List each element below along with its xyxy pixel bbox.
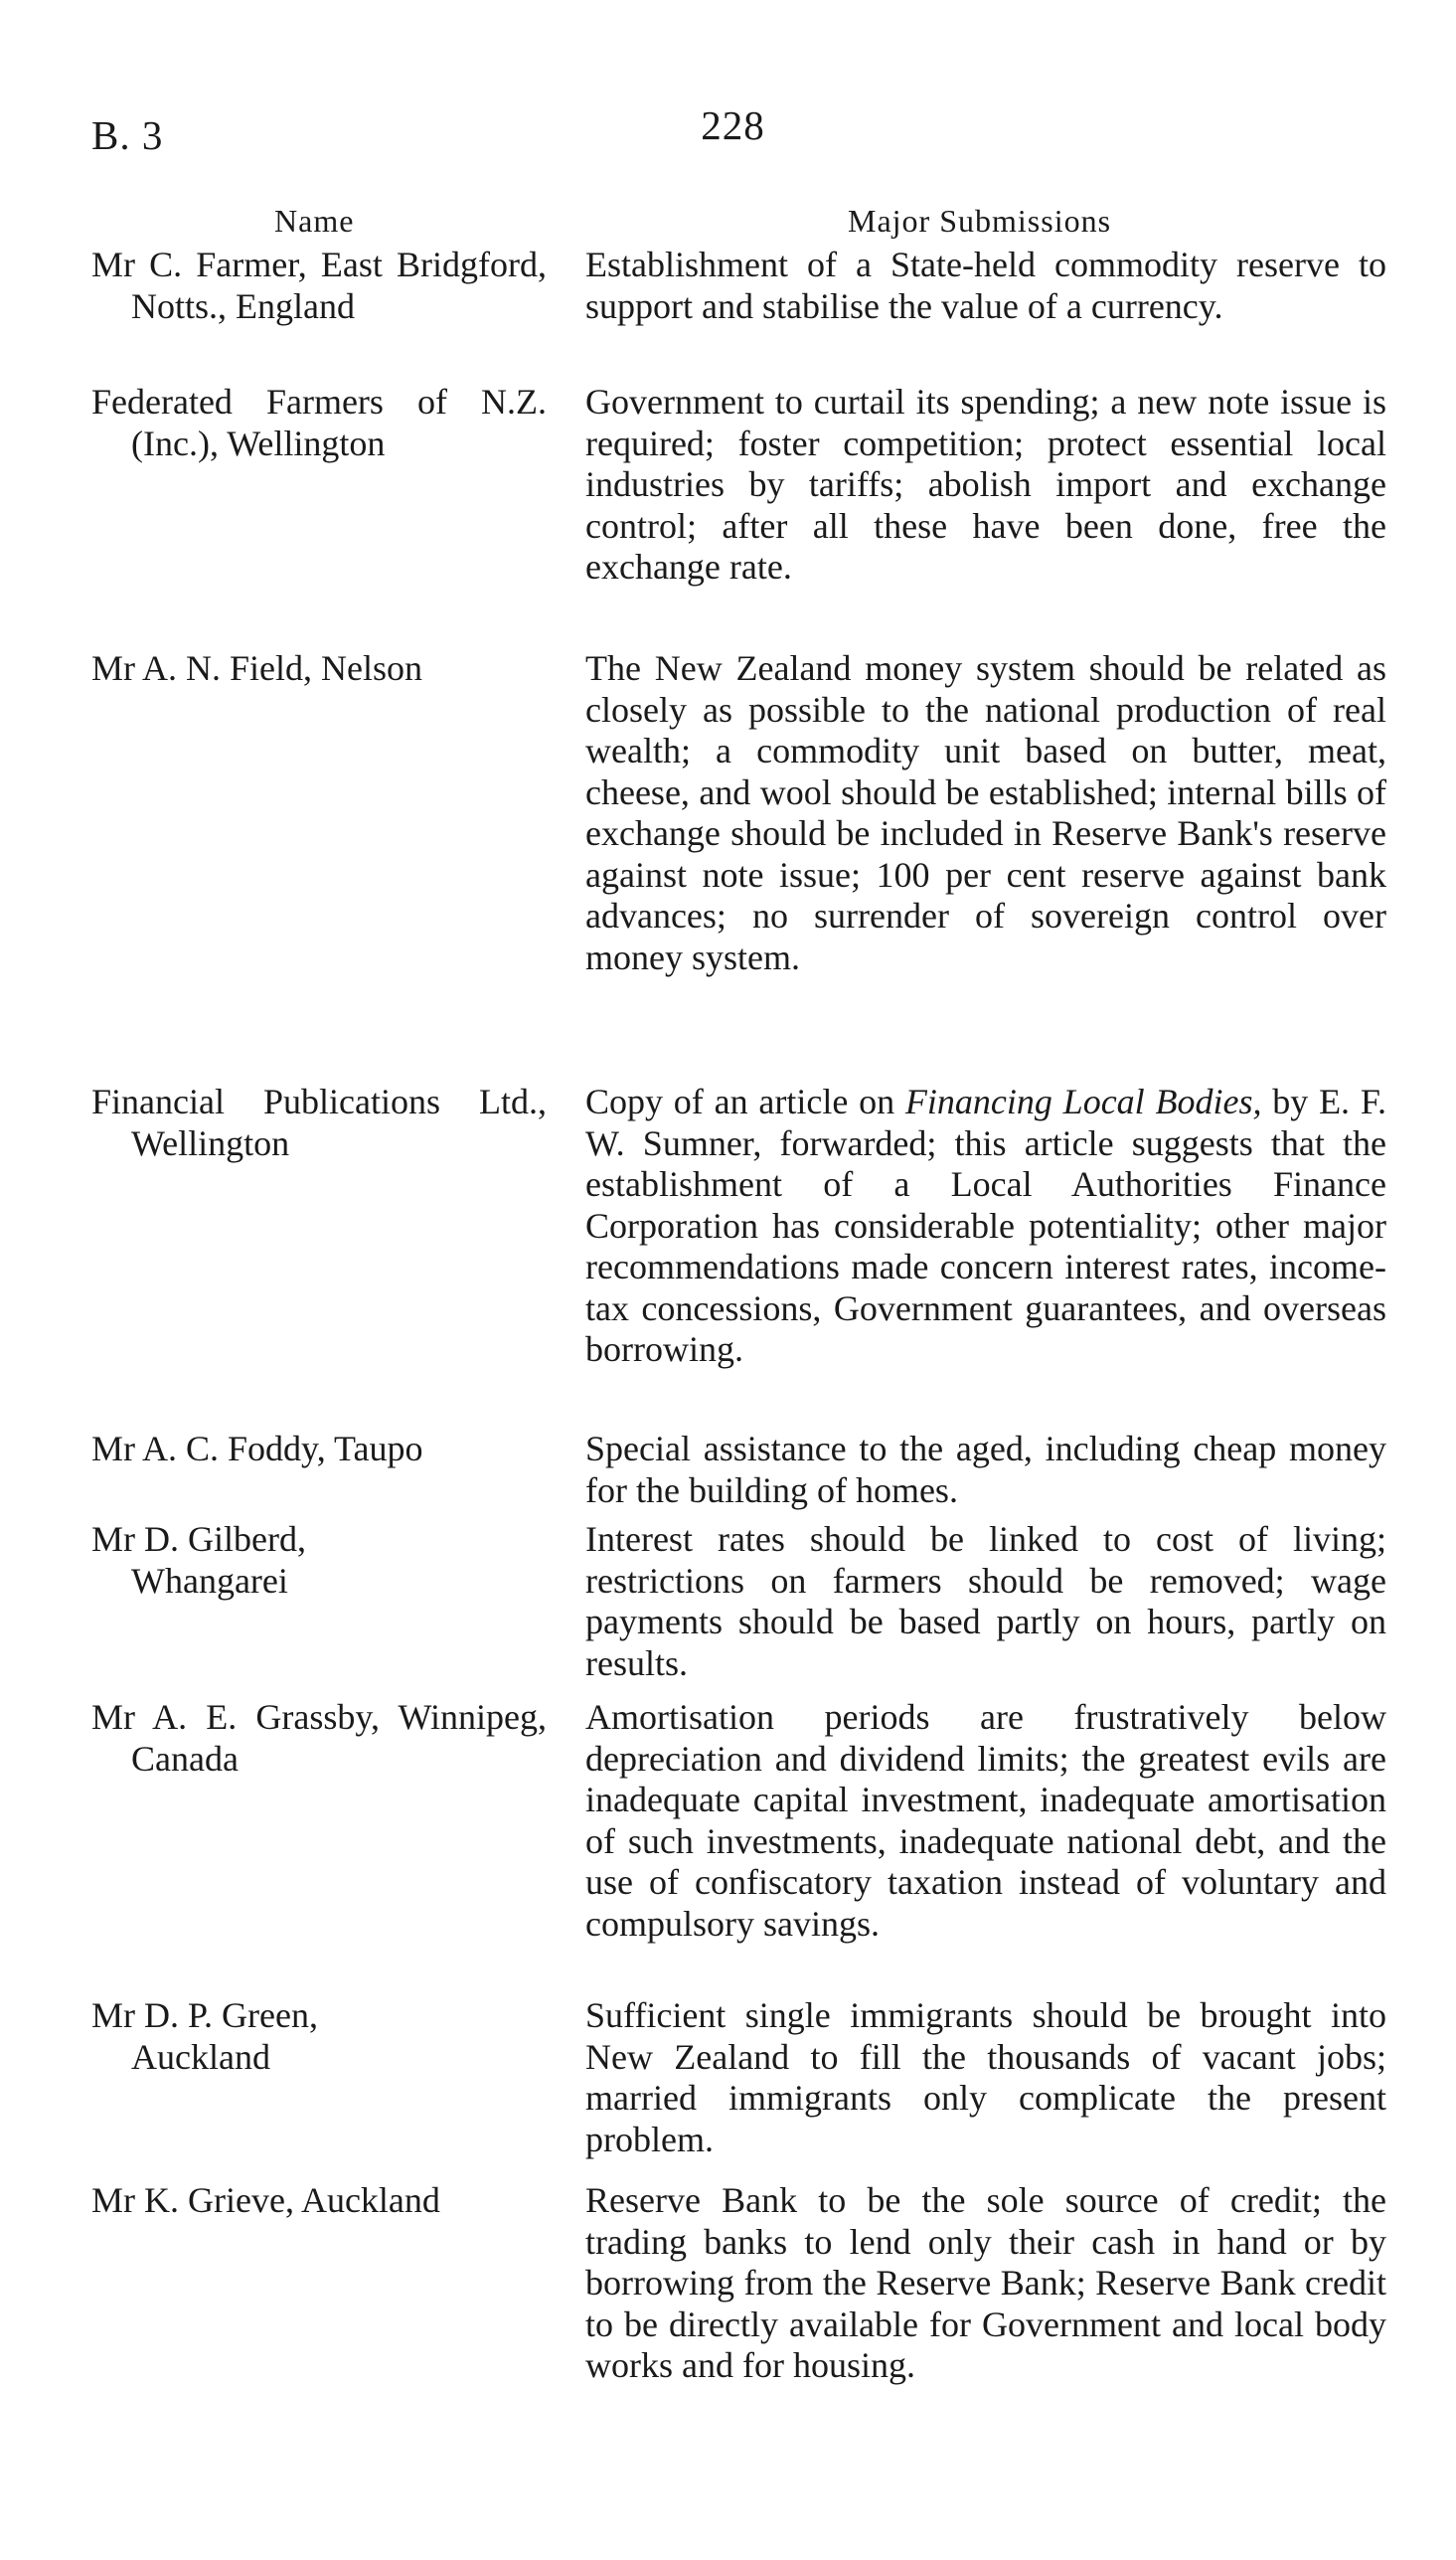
submitter-place: Auckland <box>131 2036 270 2077</box>
submission-text <box>585 1082 1386 1371</box>
submission-text: Special assistance to the aged, including cheap money for the building of homes. <box>585 1429 1386 1510</box>
column-heading-name: Name <box>274 203 355 239</box>
submission-text: Sufficient single immigrants should be brought into New Zealand to fill the thousands of vacant jobs; married immigrants only complicate the present problem. <box>585 1995 1386 2159</box>
submission-text: Government to curtail its spending; a new note issue is required; foster competition; protect essential local industries by tariffs; abolish import and exchange control; after all these have been done, free the exchange rate. <box>585 382 1386 587</box>
submission-text-lead: Copy of an article on <box>585 1082 905 1121</box>
submitter-name: Mr A. E. Grassby, Winnipeg, Canada <box>91 1697 547 1779</box>
submission-text: Establishment of a State-held commodity reserve to support and stabilise the value of a currency. <box>585 245 1386 326</box>
submission-text-rest: by E. F. W. Sumner, forwarded; this article suggests that the establishment of a Local Authorities Finance Corporation has considerable potentiality; other major recommendations made concern interest rates, income-tax concessions, Government guarantees, and overseas borrowing. <box>585 1082 1386 1369</box>
page-number: 228 <box>701 102 765 148</box>
submission-text: Interest rates should be linked to cost of living; restrictions on farmers should be removed; wage payments should be based partly on hours, partly on results. <box>585 1519 1386 1683</box>
submitter-name: Mr A. N. Field, Nelson <box>91 648 422 688</box>
submitter-place: Whangarei <box>131 1560 288 1601</box>
submission-text: The New Zealand money system should be related as closely as possible to the national production of real wealth; a commodity unit based on butter, meat, cheese, and wool should be established; internal bills of exchange should be included in Reserve Bank's reserve against note issue; 100 per cent reserve against bank advances; no surrender of sovereign control over money system. <box>585 648 1386 977</box>
submitter-name: Mr C. Farmer, East Bridgford, Notts., England <box>91 245 547 326</box>
submitter-name: Mr K. Grieve, Auckland <box>91 2180 440 2220</box>
submitter-name <box>91 1519 547 1602</box>
document-reference: B. 3 <box>91 112 164 158</box>
submitter-name-main: Mr D. P. Green, <box>91 1995 318 2035</box>
submitter-name: Financial Publications Ltd., Wellington <box>91 1082 547 1163</box>
submission-text: Reserve Bank to be the sole source of credit; the trading banks to lend only their cash in hand or by borrowing from the Reserve Bank; Reserve Bank credit to be directly available for Government and local body works and for housing. <box>585 2180 1386 2385</box>
submitter-name: Federated Farmers of N.Z. (Inc.), Wellington <box>91 382 547 463</box>
article-title: Financing Local Bodies, <box>904 1082 1262 1121</box>
column-heading-submissions: Major Submissions <box>848 203 1112 239</box>
submitter-name: Mr A. C. Foddy, Taupo <box>91 1429 423 1468</box>
submission-text: Amortisation periods are frustratively below depreciation and dividend limits; the greatest evils are inadequate capital investment, inadequate amortisation of such investments, inadequate national debt, and the use of confiscatory taxation instead of voluntary and compulsory savings. <box>585 1697 1386 1944</box>
submitter-name <box>91 1995 547 2078</box>
submitter-name-main: Mr D. Gilberd, <box>91 1519 306 1559</box>
